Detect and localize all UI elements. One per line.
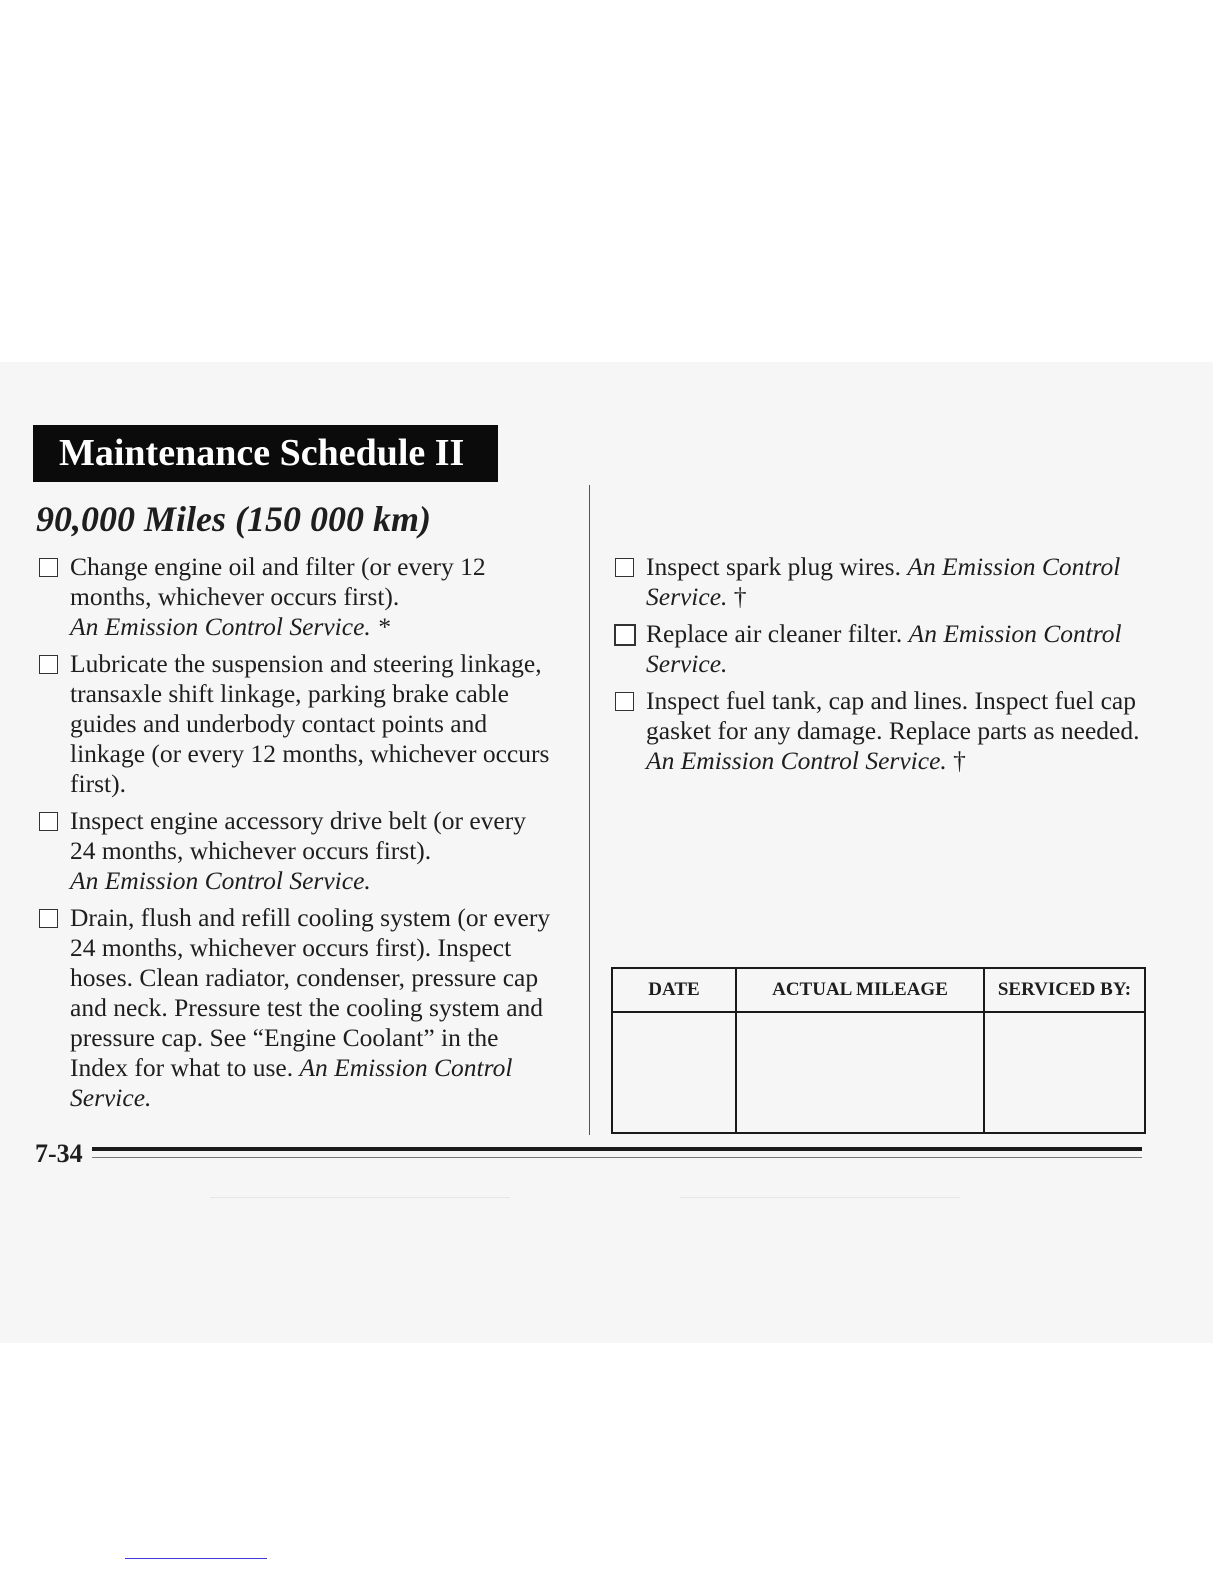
item-note: An Emission Control Service. xyxy=(70,1053,513,1112)
table-header-row xyxy=(612,968,1145,1012)
item-text: Drain, flush and refill cooling system (or every 24 months, whichever occurs first). Inspect hoses. Clean radiator, condenser, pressure cap and neck. Pressure test the cooling system and pressure cap. See “Engine Coolant” in the Index for what to use. xyxy=(70,903,551,1082)
section-title: Maintenance Schedule II xyxy=(33,425,498,482)
faint-scan-line xyxy=(210,1197,510,1198)
service-log-table xyxy=(611,967,1146,1134)
checkbox[interactable] xyxy=(39,558,58,577)
footer-rule-thin xyxy=(92,1157,1142,1158)
column-divider xyxy=(589,485,590,1135)
actual-mileage-cell[interactable] xyxy=(736,1012,984,1133)
item-text: Inspect spark plug wires. xyxy=(646,552,901,581)
mileage-heading: 90,000 Miles (150 000 km) xyxy=(36,499,431,539)
item-text: Inspect fuel tank, cap and lines. Inspect fuel cap gasket for any damage. Replace parts as needed. xyxy=(646,686,1140,745)
date-cell[interactable] xyxy=(612,1012,736,1133)
checklist-item-drive-belt xyxy=(37,806,557,896)
right-checklist xyxy=(613,552,1153,783)
checkbox[interactable] xyxy=(615,692,634,711)
faint-scan-line xyxy=(680,1197,960,1198)
checklist-item-air-cleaner xyxy=(613,619,1153,679)
dagger-mark: † xyxy=(733,582,747,611)
checklist-item-fuel-tank xyxy=(613,686,1153,776)
serviced-by-cell[interactable] xyxy=(984,1012,1145,1133)
checklist-item-lubricate xyxy=(37,649,557,799)
left-checklist xyxy=(37,552,557,1120)
checkbox[interactable] xyxy=(39,909,58,928)
link-underline[interactable] xyxy=(125,1558,267,1559)
item-note: An Emission Control Service. xyxy=(646,552,1121,611)
checklist-item-cooling-system xyxy=(37,903,557,1113)
checkbox[interactable] xyxy=(39,655,58,674)
checkbox[interactable] xyxy=(615,558,634,577)
item-text: Change engine oil and filter (or every 12 months, whichever occurs first). xyxy=(70,552,486,611)
item-note: An Emission Control Service. xyxy=(646,619,1122,678)
checkbox[interactable] xyxy=(39,812,58,831)
page-number: 7-34 xyxy=(35,1139,83,1168)
item-note: An Emission Control Service. * xyxy=(70,612,390,641)
table-row xyxy=(612,1012,1145,1133)
item-text: Lubricate the suspension and steering linkage, transaxle shift linkage, parking brake cable guides and underbody contact points and linkage (or every 12 months, whichever occurs first). xyxy=(70,649,550,798)
item-text: Inspect engine accessory drive belt (or every 24 months, whichever occurs first). xyxy=(70,806,526,865)
item-note: An Emission Control Service. xyxy=(646,746,947,775)
dagger-mark: † xyxy=(953,746,966,775)
checkbox[interactable] xyxy=(614,624,636,646)
date-column-header: DATE xyxy=(612,968,736,1012)
actual-mileage-column-header: ACTUAL MILEAGE xyxy=(736,968,984,1012)
serviced-by-column-header: SERVICED BY: xyxy=(984,968,1145,1012)
item-note: An Emission Control Service. xyxy=(70,866,371,895)
checklist-item-oil-change xyxy=(37,552,557,642)
footer-rule-thick xyxy=(92,1147,1142,1151)
item-text: Replace air cleaner filter. xyxy=(646,619,903,648)
checklist-item-spark-plug-wires xyxy=(613,552,1153,612)
